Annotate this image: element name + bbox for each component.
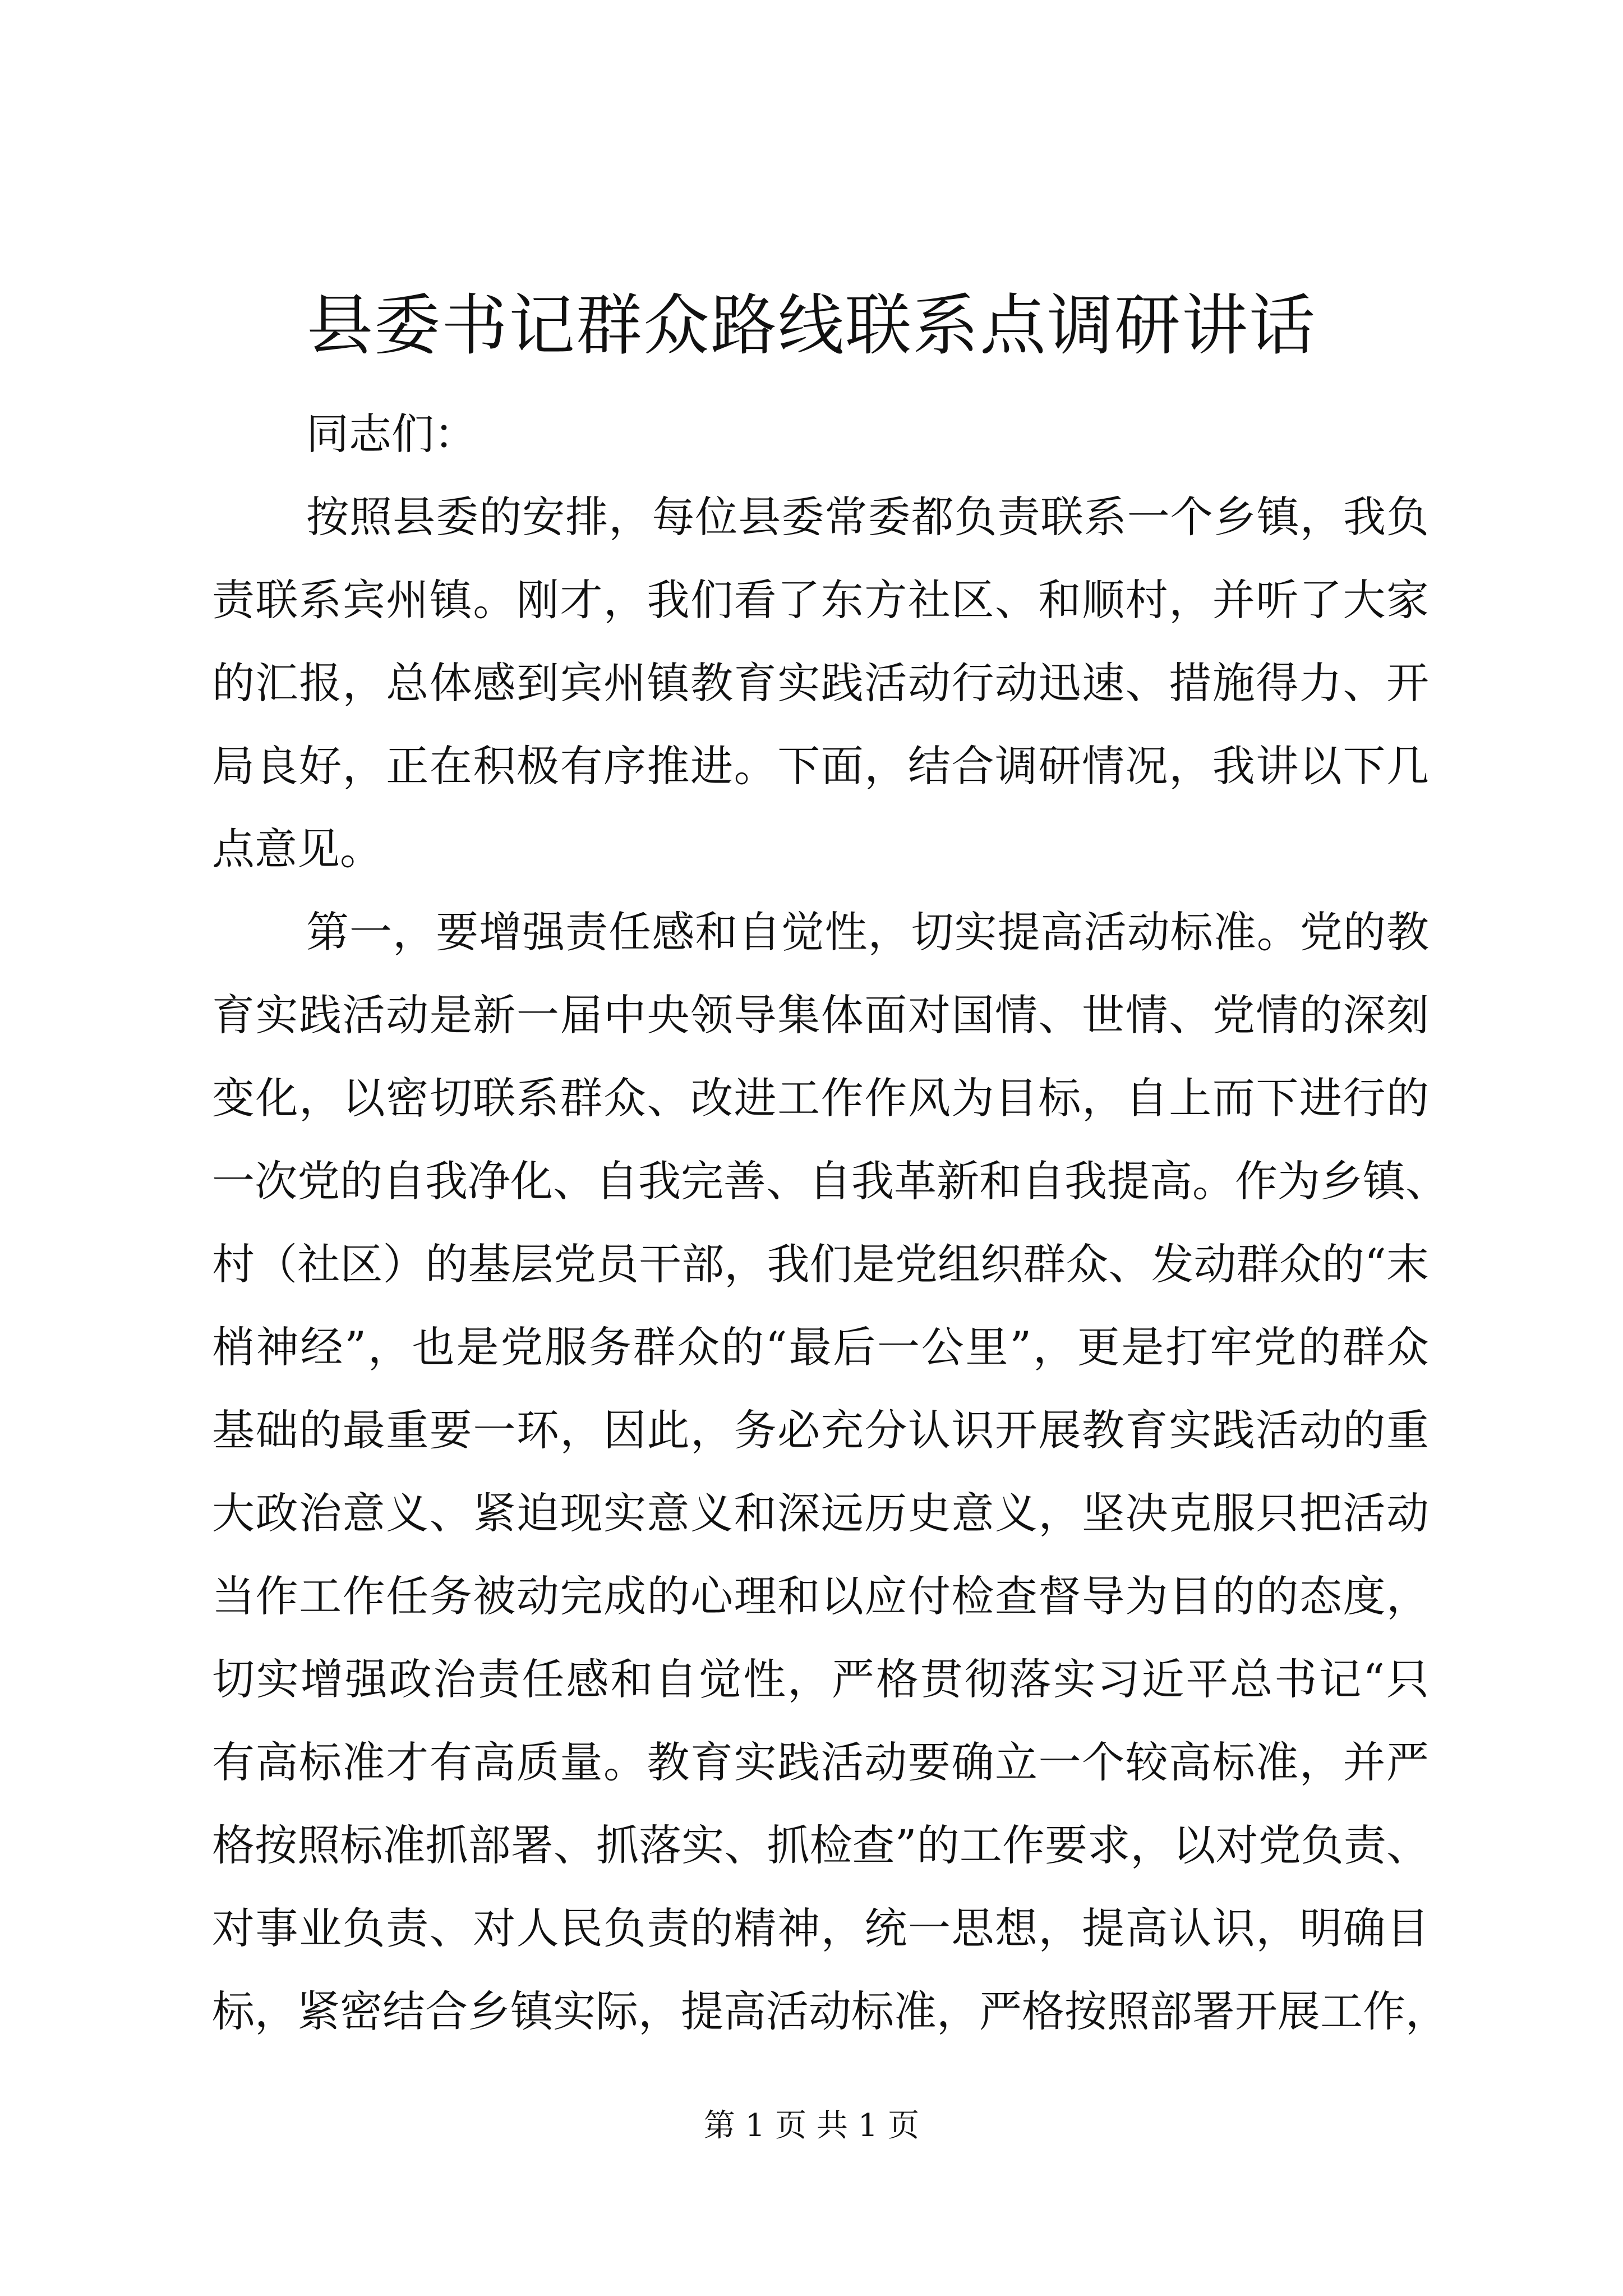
body-line: 切实增强政治责任感和自觉性，严格贯彻落实习近平总书记“只 [212, 1654, 1429, 1704]
body-line: 基础的最重要一环，因此，务必充分认识开展教育实践活动的重 [212, 1405, 1429, 1455]
body-line: 大政治意义、紧迫现实意义和深远历史意义，坚决克服只把活动 [212, 1488, 1429, 1538]
body-line: 格按照标准抓部署、抓落实、抓检查”的工作要求，以对党负责、 [212, 1820, 1429, 1870]
document-title: 县委书记群众路线联系点调研讲话 [306, 287, 1316, 364]
body-line: 对事业负责、对人民负责的精神，统一思想，提高认识，明确目 [212, 1903, 1429, 1953]
body-line: 第一，要增强责任感和自觉性，切实提高活动标准。党的教 [306, 907, 1429, 957]
body-line: 梢神经”，也是党服务群众的“最后一公里”，更是打牢党的群众 [212, 1322, 1429, 1372]
body-line: 同志们： [306, 409, 477, 459]
body-line: 点意见。 [212, 824, 382, 874]
body-line: 的汇报，总体感到宾州镇教育实践活动行动迅速、措施得力、开 [212, 658, 1429, 708]
body-line: 有高标准才有高质量。教育实践活动要确立一个较高标准，并严 [212, 1737, 1429, 1787]
document-body [212, 393, 1448, 2053]
body-line: 当作工作任务被动完成的心理和以应付检查督导为目的的态度， [212, 1571, 1429, 1621]
body-line: 育实践活动是新一届中央领导集体面对国情、世情、党情的深刻 [212, 990, 1429, 1040]
body-line: 局良好，正在积极有序推进。下面，结合调研情况，我讲以下几 [212, 741, 1429, 791]
body-line: 村（社区）的基层党员干部，我们是党组织群众、发动群众的“末 [212, 1239, 1429, 1289]
body-line: 变化，以密切联系群众、改进工作作风为目标，自上而下进行的 [212, 1073, 1429, 1123]
body-line: 按照县委的安排，每位县委常委都负责联系一个乡镇，我负 [306, 492, 1429, 542]
body-line: 标，紧密结合乡镇实际，提高活动标准，严格按照部署开展工作， [212, 1986, 1448, 2036]
page-footer: 第 1 页 共 1 页 [703, 2108, 920, 2144]
body-line: 一次党的自我净化、自我完善、自我革新和自我提高。作为乡镇、 [212, 1156, 1448, 1206]
body-line: 责联系宾州镇。刚才，我们看了东方社区、和顺村，并听了大家 [212, 575, 1429, 625]
